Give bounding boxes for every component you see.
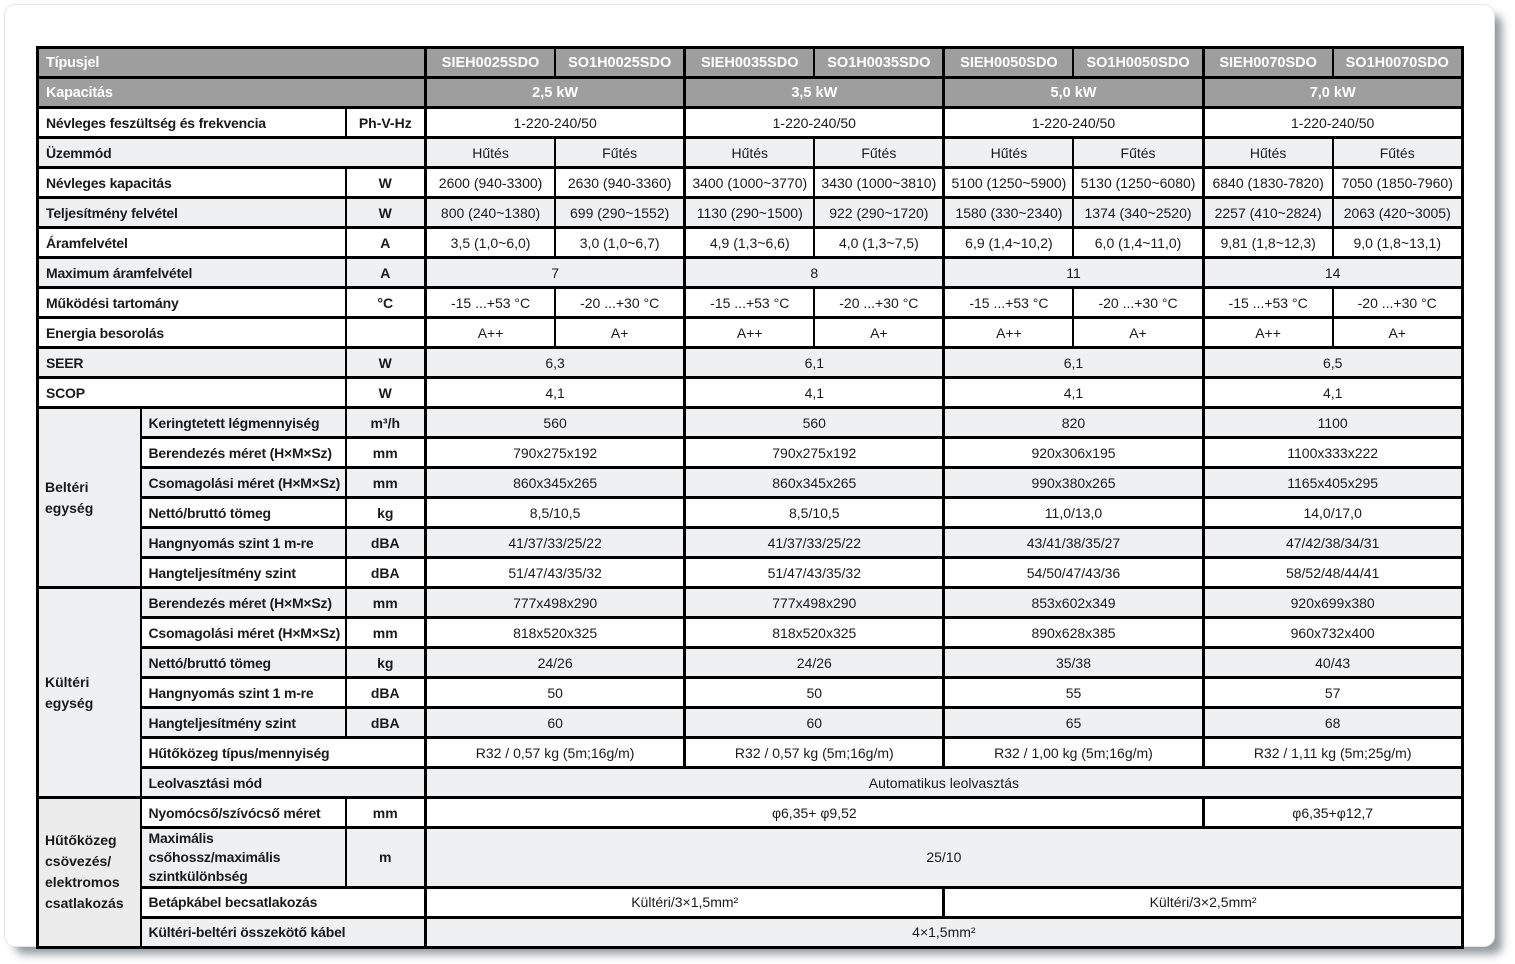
model-header: SO1H0035SDO: [814, 48, 944, 78]
unit-cell: mm: [346, 468, 426, 498]
value-cell: 4,0 (1,3~7,5): [814, 228, 944, 258]
value-cell: Hűtés: [685, 138, 815, 168]
value-cell: R32 / 1,11 kg (5m;25g/m): [1203, 738, 1462, 768]
row-label: Nettó/bruttó tömeg: [141, 498, 346, 528]
row-label: Hangnyomás szint 1 m-re: [141, 528, 346, 558]
capacity-header: 3,5 kW: [685, 78, 944, 108]
value-cell: A++: [944, 318, 1074, 348]
unit-cell: W: [346, 378, 426, 408]
row-label: Működési tartomány: [38, 288, 346, 318]
unit-cell: Ph-V-Hz: [346, 108, 426, 138]
unit-cell: mm: [346, 588, 426, 618]
value-cell: 8,5/10,5: [685, 498, 944, 528]
model-header: SIEH0025SDO: [426, 48, 556, 78]
spec-row: [38, 288, 1463, 318]
value-cell: Fűtés: [814, 138, 944, 168]
spec-row: [38, 528, 1463, 558]
value-cell: -15 ...+53 °C: [1203, 288, 1333, 318]
value-cell: -15 ...+53 °C: [426, 288, 556, 318]
value-cell: 800 (240~1380): [426, 198, 556, 228]
value-cell: Kültéri/3×2,5mm²: [944, 887, 1462, 917]
value-cell: 14: [1203, 258, 1462, 288]
row-label: Névleges kapacitás: [38, 168, 346, 198]
row-label: SEER: [38, 348, 346, 378]
row-label: Névleges feszültség és frekvencia: [38, 108, 346, 138]
spec-row: [38, 828, 1463, 888]
value-cell: 1100: [1203, 408, 1462, 438]
value-cell: 55: [944, 678, 1203, 708]
row-label: Csomagolási méret (H×M×Sz): [141, 468, 346, 498]
spec-row: [38, 768, 1463, 798]
value-cell: 58/52/48/44/41: [1203, 558, 1462, 588]
value-cell: 4×1,5mm²: [426, 917, 1463, 947]
row-label: Berendezés méret (H×M×Sz): [141, 438, 346, 468]
row-label: Áramfelvétel: [38, 228, 346, 258]
value-cell: -20 ...+30 °C: [1333, 288, 1463, 318]
value-cell: 4,1: [1203, 378, 1462, 408]
row-label: Teljesítmény felvétel: [38, 198, 346, 228]
value-cell: 24/26: [426, 648, 685, 678]
value-cell: 960x732x400: [1203, 618, 1462, 648]
value-cell: 6840 (1830-7820): [1203, 168, 1333, 198]
spec-row: [38, 468, 1463, 498]
value-cell: 68: [1203, 708, 1462, 738]
scanned-page: [5, 5, 1494, 946]
value-cell: φ6,35+ φ9,52: [426, 798, 1204, 828]
unit-cell: dBA: [346, 678, 426, 708]
value-cell: 54/50/47/43/36: [944, 558, 1203, 588]
model-header: SIEH0050SDO: [944, 48, 1074, 78]
value-cell: A+: [555, 318, 685, 348]
value-cell: 3,0 (1,0~6,7): [555, 228, 685, 258]
kapacitas-label: Kapacitás: [38, 78, 426, 108]
value-cell: 777x498x290: [685, 588, 944, 618]
value-cell: 777x498x290: [426, 588, 685, 618]
row-label: Maximális csőhossz/maximális szintkülönbség: [141, 828, 346, 888]
value-cell: Hűtés: [1203, 138, 1333, 168]
spec-row: [38, 887, 1463, 917]
spec-row: [38, 228, 1463, 258]
unit-cell: dBA: [346, 708, 426, 738]
value-cell: 3,5 (1,0~6,0): [426, 228, 556, 258]
value-cell: 9,81 (1,8~12,3): [1203, 228, 1333, 258]
value-cell: 1580 (330~2340): [944, 198, 1074, 228]
spec-row: [38, 408, 1463, 438]
unit-cell: A: [346, 258, 426, 288]
value-cell: A++: [685, 318, 815, 348]
value-cell: 560: [426, 408, 685, 438]
value-cell: 4,1: [685, 378, 944, 408]
value-cell: 1374 (340~2520): [1073, 198, 1203, 228]
value-cell: 35/38: [944, 648, 1203, 678]
value-cell: 790x275x192: [685, 438, 944, 468]
value-cell: 50: [426, 678, 685, 708]
section-label: Hűtőközeg csövezés/ elektromos csatlakozás: [38, 798, 141, 948]
unit-cell: kg: [346, 648, 426, 678]
value-cell: 3400 (1000~3770): [685, 168, 815, 198]
value-cell: -20 ...+30 °C: [1073, 288, 1203, 318]
value-cell: 820: [944, 408, 1203, 438]
value-cell: Fűtés: [1333, 138, 1463, 168]
spec-row: [38, 588, 1463, 618]
value-cell: 4,1: [426, 378, 685, 408]
value-cell: -15 ...+53 °C: [685, 288, 815, 318]
value-cell: 7: [426, 258, 685, 288]
value-cell: -20 ...+30 °C: [814, 288, 944, 318]
value-cell: -15 ...+53 °C: [944, 288, 1074, 318]
row-label: Keringtetett légmennyiség: [141, 408, 346, 438]
row-label: SCOP: [38, 378, 346, 408]
value-cell: 5130 (1250~6080): [1073, 168, 1203, 198]
value-cell: 14,0/17,0: [1203, 498, 1462, 528]
value-cell: 6,3: [426, 348, 685, 378]
value-cell: Automatikus leolvasztás: [426, 768, 1463, 798]
unit-cell: kg: [346, 498, 426, 528]
row-label: Energia besorolás: [38, 318, 346, 348]
row-label: Betápkábel becsatlakozás: [141, 887, 426, 917]
section-label: Beltéri egység: [38, 408, 141, 588]
value-cell: A+: [814, 318, 944, 348]
capacity-header: 7,0 kW: [1203, 78, 1462, 108]
value-cell: φ6,35+φ12,7: [1203, 798, 1462, 828]
value-cell: 6,1: [685, 348, 944, 378]
value-cell: 922 (290~1720): [814, 198, 944, 228]
row-label: Leolvasztási mód: [141, 768, 426, 798]
value-cell: 24/26: [685, 648, 944, 678]
value-cell: 2630 (940-3360): [555, 168, 685, 198]
row-label: Kültéri-beltéri összekötő kábel: [141, 917, 426, 947]
value-cell: 8,5/10,5: [426, 498, 685, 528]
model-header: SO1H0070SDO: [1333, 48, 1463, 78]
model-header: SO1H0025SDO: [555, 48, 685, 78]
value-cell: 8: [685, 258, 944, 288]
value-cell: R32 / 1,00 kg (5m;16g/m): [944, 738, 1203, 768]
value-cell: 920x699x380: [1203, 588, 1462, 618]
unit-cell: W: [346, 198, 426, 228]
value-cell: 860x345x265: [685, 468, 944, 498]
value-cell: Kültéri/3×1,5mm²: [426, 887, 944, 917]
spec-row: [38, 258, 1463, 288]
value-cell: 11,0/13,0: [944, 498, 1203, 528]
spec-row: [38, 798, 1463, 828]
value-cell: 790x275x192: [426, 438, 685, 468]
value-cell: 2600 (940-3300): [426, 168, 556, 198]
value-cell: 3430 (1000~3810): [814, 168, 944, 198]
value-cell: Hűtés: [944, 138, 1074, 168]
spec-row: [38, 558, 1463, 588]
value-cell: 50: [685, 678, 944, 708]
value-cell: 1-220-240/50: [1203, 108, 1462, 138]
value-cell: A+: [1333, 318, 1463, 348]
typusjel-label: Típusjel: [38, 48, 426, 78]
value-cell: R32 / 0,57 kg (5m;16g/m): [426, 738, 685, 768]
spec-row: [38, 498, 1463, 528]
value-cell: 699 (290~1552): [555, 198, 685, 228]
value-cell: A++: [1203, 318, 1333, 348]
value-cell: 51/47/43/35/32: [685, 558, 944, 588]
value-cell: 51/47/43/35/32: [426, 558, 685, 588]
value-cell: 1-220-240/50: [426, 108, 685, 138]
capacity-header-row: [38, 78, 1463, 108]
unit-cell: mm: [346, 618, 426, 648]
model-header: SIEH0035SDO: [685, 48, 815, 78]
value-cell: 41/37/33/25/22: [685, 528, 944, 558]
value-cell: 60: [426, 708, 685, 738]
value-cell: 41/37/33/25/22: [426, 528, 685, 558]
value-cell: Hűtés: [426, 138, 556, 168]
value-cell: 860x345x265: [426, 468, 685, 498]
unit-cell: [346, 318, 426, 348]
spec-row: [38, 318, 1463, 348]
spec-row: [38, 108, 1463, 138]
row-label: Nettó/bruttó tömeg: [141, 648, 346, 678]
unit-cell: mm: [346, 798, 426, 828]
value-cell: 2257 (410~2824): [1203, 198, 1333, 228]
row-label: Üzemmód: [38, 138, 426, 168]
section-label: Kültéri egység: [38, 588, 141, 798]
value-cell: 890x628x385: [944, 618, 1203, 648]
capacity-header: 2,5 kW: [426, 78, 685, 108]
spec-row: [38, 198, 1463, 228]
value-cell: 65: [944, 708, 1203, 738]
value-cell: 818x520x325: [426, 618, 685, 648]
value-cell: 1100x333x222: [1203, 438, 1462, 468]
value-cell: 560: [685, 408, 944, 438]
value-cell: 6,0 (1,4~11,0): [1073, 228, 1203, 258]
value-cell: 6,9 (1,4~10,2): [944, 228, 1074, 258]
value-cell: 6,1: [944, 348, 1203, 378]
model-header: SO1H0050SDO: [1073, 48, 1203, 78]
spec-row: [38, 618, 1463, 648]
row-label: Hűtőközeg típus/mennyiség: [141, 738, 426, 768]
value-cell: 1165x405x295: [1203, 468, 1462, 498]
spec-row: [38, 678, 1463, 708]
value-cell: 1130 (290~1500): [685, 198, 815, 228]
value-cell: 11: [944, 258, 1203, 288]
value-cell: 9,0 (1,8~13,1): [1333, 228, 1463, 258]
value-cell: 7050 (1850-7960): [1333, 168, 1463, 198]
value-cell: 2063 (420~3005): [1333, 198, 1463, 228]
value-cell: 25/10: [426, 828, 1463, 888]
unit-cell: °C: [346, 288, 426, 318]
value-cell: 853x602x349: [944, 588, 1203, 618]
spec-row: [38, 708, 1463, 738]
value-cell: 5100 (1250~5900): [944, 168, 1074, 198]
unit-cell: dBA: [346, 558, 426, 588]
value-cell: 47/42/38/34/31: [1203, 528, 1462, 558]
spec-table-body: [38, 48, 1463, 948]
unit-cell: m: [346, 828, 426, 888]
spec-table: [36, 46, 1464, 949]
unit-cell: W: [346, 348, 426, 378]
spec-row: [38, 348, 1463, 378]
value-cell: 818x520x325: [685, 618, 944, 648]
value-cell: 40/43: [1203, 648, 1462, 678]
unit-cell: dBA: [346, 528, 426, 558]
value-cell: 4,9 (1,3~6,6): [685, 228, 815, 258]
unit-cell: W: [346, 168, 426, 198]
value-cell: 1-220-240/50: [944, 108, 1203, 138]
unit-cell: A: [346, 228, 426, 258]
row-label: Maximum áramfelvétel: [38, 258, 346, 288]
value-cell: -20 ...+30 °C: [555, 288, 685, 318]
spec-row: [38, 738, 1463, 768]
spec-row: [38, 138, 1463, 168]
model-header-row: [38, 48, 1463, 78]
value-cell: A++: [426, 318, 556, 348]
value-cell: R32 / 0,57 kg (5m;16g/m): [685, 738, 944, 768]
spec-row: [38, 378, 1463, 408]
value-cell: A+: [1073, 318, 1203, 348]
value-cell: 57: [1203, 678, 1462, 708]
spec-row: [38, 168, 1463, 198]
spec-row: [38, 438, 1463, 468]
value-cell: 920x306x195: [944, 438, 1203, 468]
capacity-header: 5,0 kW: [944, 78, 1203, 108]
value-cell: 1-220-240/50: [685, 108, 944, 138]
value-cell: 4,1: [944, 378, 1203, 408]
row-label: Hangnyomás szint 1 m-re: [141, 678, 346, 708]
spec-row: [38, 917, 1463, 947]
row-label: Nyomócső/szívócső méret: [141, 798, 346, 828]
value-cell: 60: [685, 708, 944, 738]
model-header: SIEH0070SDO: [1203, 48, 1333, 78]
value-cell: 990x380x265: [944, 468, 1203, 498]
row-label: Hangteljesítmény szint: [141, 708, 346, 738]
value-cell: Fűtés: [1073, 138, 1203, 168]
row-label: Csomagolási méret (H×M×Sz): [141, 618, 346, 648]
value-cell: Fűtés: [555, 138, 685, 168]
spec-row: [38, 648, 1463, 678]
unit-cell: mm: [346, 438, 426, 468]
value-cell: 6,5: [1203, 348, 1462, 378]
unit-cell: m³/h: [346, 408, 426, 438]
row-label: Hangteljesítmény szint: [141, 558, 346, 588]
row-label: Berendezés méret (H×M×Sz): [141, 588, 346, 618]
value-cell: 43/41/38/35/27: [944, 528, 1203, 558]
